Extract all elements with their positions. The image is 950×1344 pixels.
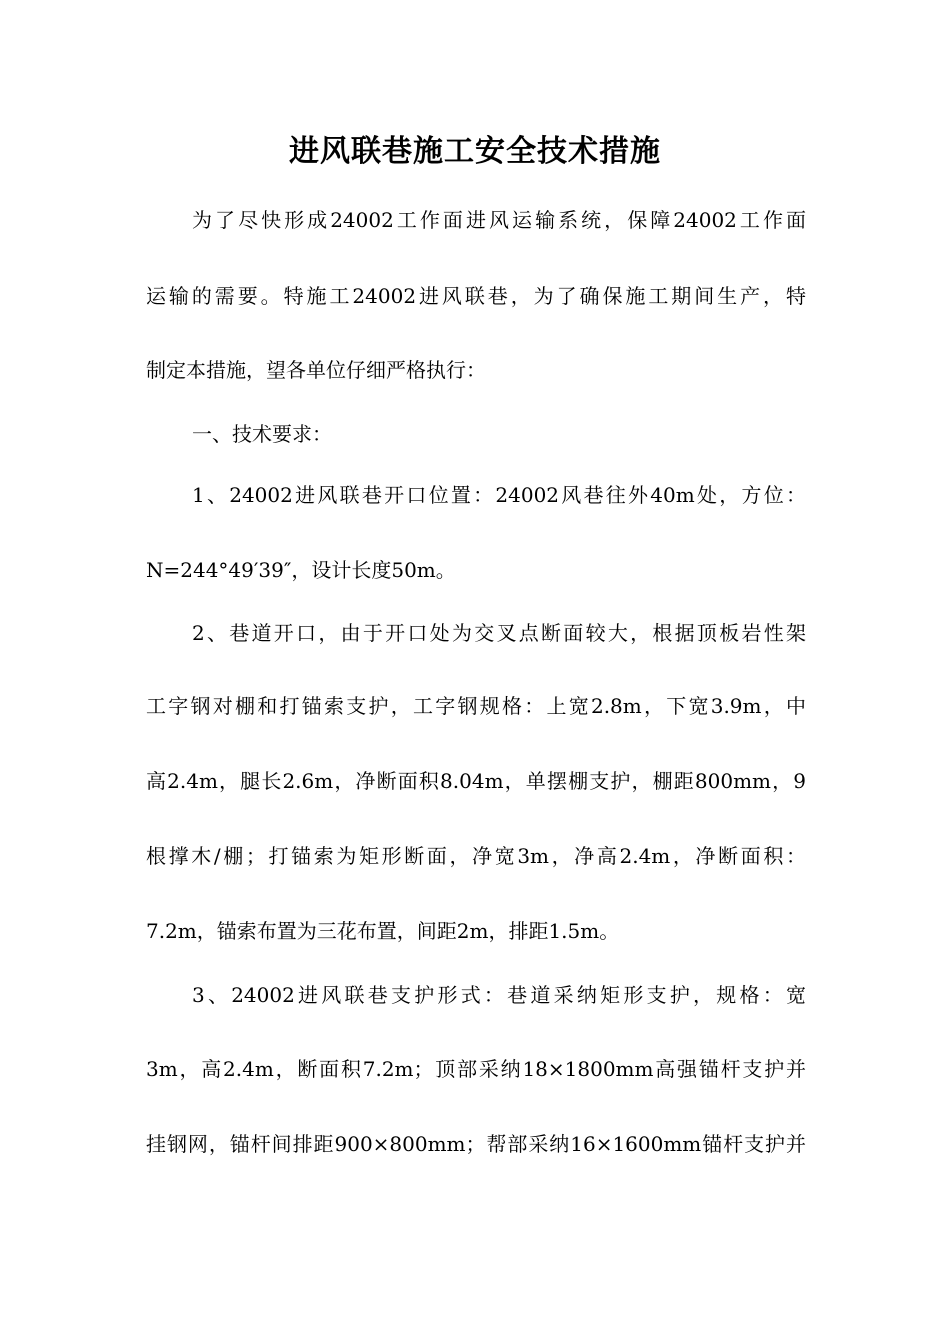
item-3-line-3: 挂钢网，锚杆间排距900×800mm；帮部采纳16×1600mm锚杆支护并 xyxy=(146,1132,806,1156)
item-2-line-1: 2、巷道开口，由于开口处为交叉点断面较大，根据顶板岩性架 xyxy=(192,621,806,645)
item-3-line-2: 3m，高2.4m，断面积7.2m；顶部采纳18×1800mm高强锚杆支护并 xyxy=(146,1057,806,1081)
paragraph-intro-line-3: 制定本措施，望各单位仔细严格执行： xyxy=(146,358,486,382)
item-2-line-5: 7.2m，锚索布置为三花布置，间距2m，排距1.5m。 xyxy=(146,919,620,943)
item-1-line-1: 1、24002进风联巷开口位置：24002风巷往外40m处，方位： xyxy=(192,483,806,507)
item-2-line-4: 根撑木/棚；打锚索为矩形断面，净宽3m，净高2.4m，净断面积： xyxy=(146,844,806,868)
item-3-line-1: 3、24002进风联巷支护形式：巷道采纳矩形支护，规格：宽 xyxy=(192,983,806,1007)
item-2-line-3: 高2.4m，腿长2.6m，净断面积8.04m，单摆棚支护，棚距800mm，9 xyxy=(146,769,806,793)
item-1-line-2: N=244°49′39″，设计长度50m。 xyxy=(146,558,456,582)
paragraph-intro-line-1: 为了尽快形成24002工作面进风运输系统，保障24002工作面 xyxy=(192,208,806,232)
item-2-line-2: 工字钢对棚和打锚索支护，工字钢规格：上宽2.8m，下宽3.9m，中 xyxy=(146,694,806,718)
document-title: 进风联巷施工安全技术措施 xyxy=(289,134,661,169)
section-heading-technical-requirements: 一、技术要求： xyxy=(192,422,332,446)
paragraph-intro-line-2: 运输的需要。特施工24002进风联巷，为了确保施工期间生产，特 xyxy=(146,284,806,308)
